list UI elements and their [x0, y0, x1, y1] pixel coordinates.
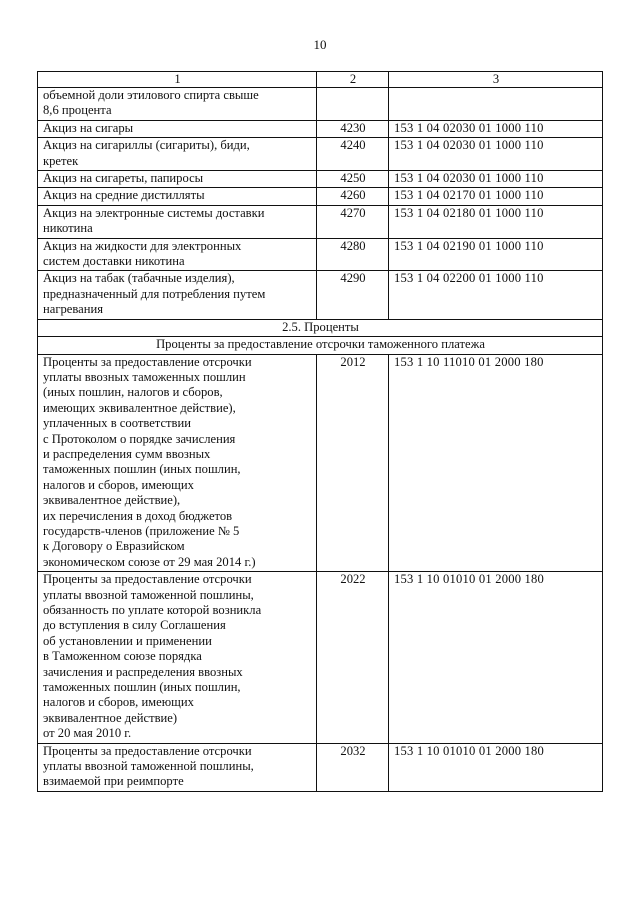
- table-row: [38, 205, 603, 238]
- budget-classification-code: 153 1 10 01010 01 2000 180: [389, 572, 603, 743]
- payment-name: Акциз на электронные системы доставки никотина: [38, 205, 317, 238]
- table-row: [38, 743, 603, 791]
- column-2-header: 2: [317, 72, 389, 88]
- section-title: 2.5. Проценты: [38, 319, 603, 336]
- table-row: [38, 171, 603, 188]
- payment-name: Акциз на сигары: [38, 120, 317, 137]
- payment-code: 4230: [317, 120, 389, 137]
- budget-classification-code: 153 1 04 02030 01 1000 110: [389, 171, 603, 188]
- payment-name: Проценты за предоставление отсрочки уплаты ввозной таможенной пошлины, обязанность по уплате которой возникла до вступления в силу Соглашения об установлении и применении в Таможенном союзе порядка зачисления и распределения ввозных таможенных пошлин (иных пошлин, налогов и сборов, имеющих эквивалентное действие) от 20 мая 2010 г.: [38, 572, 317, 743]
- payment-code: 2022: [317, 572, 389, 743]
- budget-classification-code: 153 1 04 02030 01 1000 110: [389, 120, 603, 137]
- table-row: [38, 572, 603, 743]
- payment-name: Проценты за предоставление отсрочки уплаты ввозной таможенной пошлины, взимаемой при реимпорте: [38, 743, 317, 791]
- budget-classification-code: 153 1 04 02170 01 1000 110: [389, 188, 603, 205]
- payment-name: Проценты за предоставление отсрочки уплаты ввозных таможенных пошлин (иных пошлин, налогов и сборов, имеющих эквивалентное действие), уплаченных в соответствии с Протоколом о порядке зачисления и распределения сумм ввозных таможенных пошлин (иных пошлин, налогов и сборов, имеющих эквивалентное действие), их перечисления в доход бюджетов государств-членов (приложение № 5 к Договору о Евразийском экономическом союзе от 29 мая 2014 г.): [38, 354, 317, 572]
- column-3-header: 3: [389, 72, 603, 88]
- budget-classification-code: 153 1 04 02190 01 1000 110: [389, 238, 603, 271]
- payment-name: Акциз на сигареты, папиросы: [38, 171, 317, 188]
- payment-name: объемной доли этилового спирта свыше 8,6 процента: [38, 88, 317, 121]
- payment-name: Акциз на средние дистилляты: [38, 188, 317, 205]
- table-row: [38, 120, 603, 137]
- payment-code: 2032: [317, 743, 389, 791]
- budget-classification-code: 153 1 04 02180 01 1000 110: [389, 205, 603, 238]
- payment-code: [317, 88, 389, 121]
- payment-name: Акциз на жидкости для электронных систем доставки никотина: [38, 238, 317, 271]
- payment-name: Акциз на сигариллы (сигариты), биди, кретек: [38, 138, 317, 171]
- payment-code: 4250: [317, 171, 389, 188]
- payment-code: 4270: [317, 205, 389, 238]
- payment-code: 4280: [317, 238, 389, 271]
- subsection-title: Проценты за предоставление отсрочки таможенного платежа: [38, 337, 603, 354]
- payment-code: 2012: [317, 354, 389, 572]
- payment-code: 4290: [317, 271, 389, 319]
- payment-code: 4240: [317, 138, 389, 171]
- budget-code-table: [37, 71, 603, 792]
- table-row: [38, 271, 603, 319]
- section-row: [38, 319, 603, 336]
- budget-classification-code: 153 1 10 01010 01 2000 180: [389, 743, 603, 791]
- subsection-row: [38, 337, 603, 354]
- table-row: [38, 188, 603, 205]
- budget-classification-code: [389, 88, 603, 121]
- budget-classification-code: 153 1 10 11010 01 2000 180: [389, 354, 603, 572]
- budget-classification-code: 153 1 04 02200 01 1000 110: [389, 271, 603, 319]
- budget-classification-code: 153 1 04 02030 01 1000 110: [389, 138, 603, 171]
- page-number: 10: [313, 37, 327, 52]
- table-row: [38, 238, 603, 271]
- table-row: [38, 138, 603, 171]
- table-row: [38, 88, 603, 121]
- table-row: [38, 354, 603, 572]
- column-1-header: 1: [38, 72, 317, 88]
- table-header-row: [38, 72, 603, 88]
- payment-name: Акциз на табак (табачные изделия), предназначенный для потребления путем нагревания: [38, 271, 317, 319]
- payment-code: 4260: [317, 188, 389, 205]
